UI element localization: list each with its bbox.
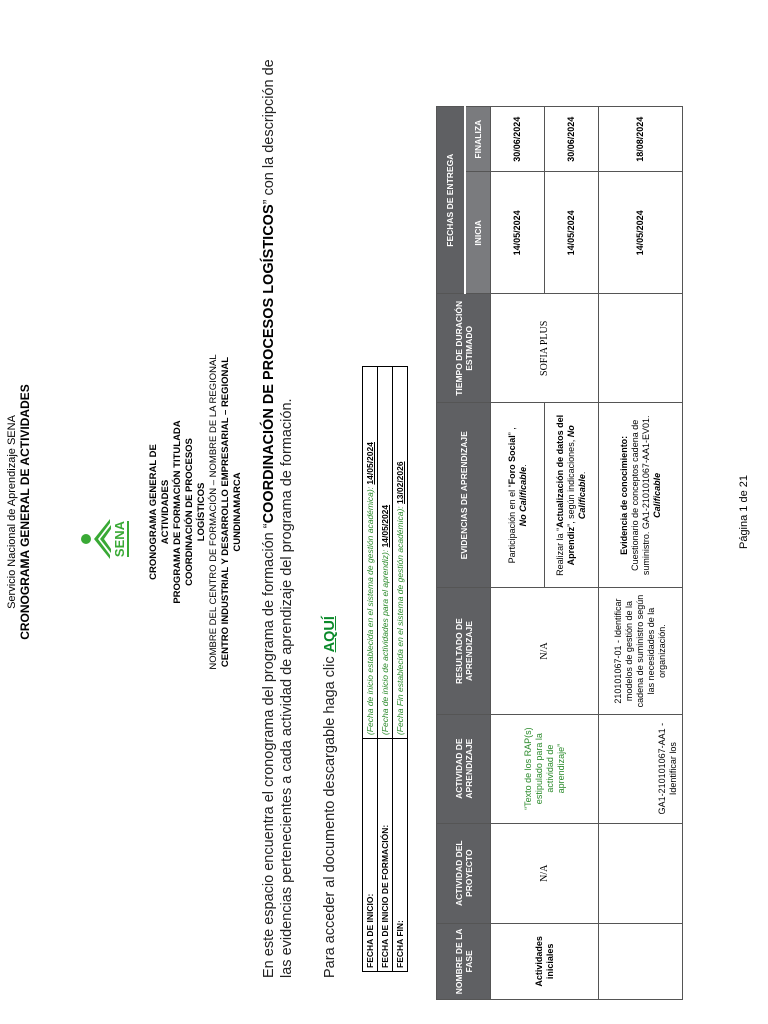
org-name: Servicio Nacional de Aprendizaje SENA	[6, 415, 18, 609]
date-row-start: FECHA DE INICIO: (Fecha de inicio establecida en el sistema de gestión académica): 14/05/2024	[363, 367, 378, 972]
evidencia-conocimiento: Evidencia de conocimiento: Cuestionario de conceptos cadena de suministro. GA1-210101067-AA1-EV01. Calificable	[599, 403, 683, 588]
aprendizaje-cell: GA1-210101067-AA1 - Identificar los	[599, 714, 683, 823]
header-aprendizaje: ACTIVIDAD DE APRENDIZAJE	[437, 714, 491, 823]
intro-paragraph: En este espacio encuentra el cronograma del programa de formación “COORDINACIÓN DE PROCESOS LOGÍSTICOS” con la descripción de las evidencias pertenecientes a cada actividad de aprendizaje del programa de formación.	[261, 59, 295, 978]
program-name: COORDINACIÓN DE PROCESOS LOGÍSTICOS	[261, 204, 277, 524]
evidencia-actualizacion: Realizar la “Actualización de datos del Aprendiz”, según indicaciones, No Calificable.	[545, 403, 599, 588]
page-header	[6, 0, 33, 1024]
table-row	[599, 107, 683, 1000]
header-finaliza: FINALIZA	[465, 107, 491, 172]
inicia-cell: 14/05/2024	[545, 172, 599, 294]
fase-cell: Actividades iniciales	[491, 923, 599, 999]
resultado-cell: N/A	[491, 588, 599, 714]
header-tiempo: TIEMPO DE DURACIÓN ESTIMADO	[437, 294, 491, 403]
finaliza-cell: 30/06/2024	[491, 107, 545, 172]
table-row	[491, 107, 545, 1000]
access-line: Para acceder al documento descargable haga clic AQUÍ	[322, 616, 338, 978]
date-row-end: FECHA FIN: (Fecha Fin establecida en el sistema de gestión académica): 13/02/2026	[393, 367, 408, 972]
header-fechas: FECHAS DE ENTREGA	[437, 107, 465, 294]
header-inicia: INICIA	[465, 172, 491, 294]
evidencia-foro: Participación en el “Foro Social” , No Calificable.	[491, 403, 545, 588]
dates-table	[362, 366, 408, 972]
header-proyecto: ACTIVIDAD DEL PROYECTO	[437, 823, 491, 923]
header-evidencias: EVIDENCIAS DE APRENDIZAJE	[437, 403, 491, 588]
svg-text:SENA: SENA	[112, 520, 127, 558]
schedule-table	[436, 106, 683, 1000]
sena-logo	[80, 509, 134, 569]
tiempo-cell-empty	[599, 294, 683, 403]
tiempo-cell: SOFIA PLUS	[491, 294, 599, 403]
finaliza-cell: 18/08/2024	[599, 107, 683, 172]
inicia-cell: 14/05/2024	[491, 172, 545, 294]
page-number: Página 1 de 21	[738, 475, 750, 550]
proyecto-cell-empty	[599, 823, 683, 923]
proyecto-cell: N/A	[491, 823, 599, 923]
header-resultado: RESULTADO DE APRENDIZAJE	[437, 588, 491, 714]
finaliza-cell: 30/06/2024	[545, 107, 599, 172]
aprendizaje-cell: “Texto de los RAP(s) estipulado para la actividad de aprendizaje”	[491, 714, 599, 823]
download-link[interactable]: AQUÍ	[322, 616, 338, 653]
header-fase: NOMBRE DE LA FASE	[437, 923, 491, 999]
date-row-training-start: FECHA DE INICIO DE FORMACIÓN: (Fecha de inicio de actividades para el aprendiz): 14/05/2024	[378, 367, 393, 972]
resultado-cell: 210101067-01 - Identificar modelos de gestión de la cadena de suministro según las necesidades de la organización.	[599, 588, 683, 714]
inicia-cell: 14/05/2024	[599, 172, 683, 294]
title-block: CRONOGRAMA GENERAL DE ACTIVIDADES PROGRAMA DE FORMACIÓN TITULADA COORDINACIÓN DE PROCESOS LOGÍSTICOS NOMBRE DEL CENTRO DE FORMACIÓN – NOMBRE DE LA REGIONAL CENTRO INDUSTRIAL Y DESARROLLO EMPRESARIAL – REGIONAL CUNDINAMARCA	[148, 354, 243, 670]
doc-title: CRONOGRAMA GENERAL DE ACTIVIDADES	[18, 384, 32, 640]
fase-cell-empty	[599, 923, 683, 999]
